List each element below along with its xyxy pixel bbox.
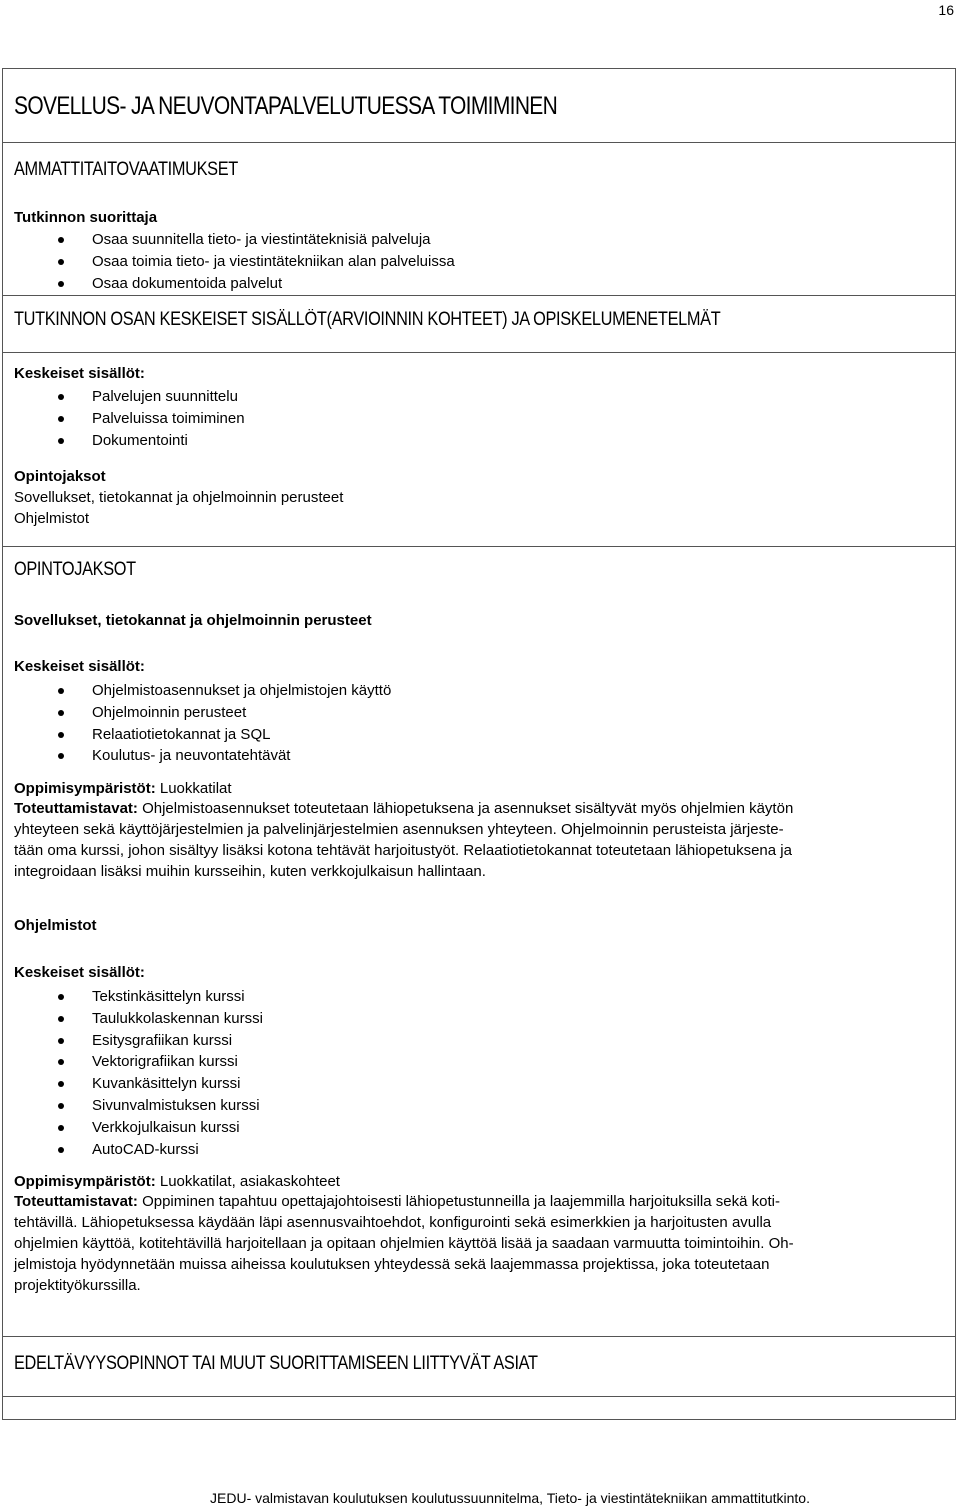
bullet-icon: [58, 394, 64, 400]
page-footer: JEDU- valmistavan koulutuksen koulutussuunnitelma, Tieto- ja viestintätekniikan ammattitutkinto.: [210, 1490, 810, 1506]
edeltavyys-content: [3, 1397, 955, 1419]
bullet-icon: [58, 688, 64, 694]
divider: [3, 295, 955, 296]
bullet-icon: [58, 416, 64, 422]
jakso1-list: [14, 680, 914, 767]
list-item: Tekstinkäsittelyn kurssi: [14, 986, 914, 1008]
list-item: Kuvankäsittelyn kurssi: [14, 1073, 914, 1095]
bullet-icon: [58, 732, 64, 738]
list-item: Palveluissa toimiminen: [14, 408, 914, 430]
document-table: [2, 68, 956, 1420]
opintojakso-item: Ohjelmistot: [14, 510, 90, 527]
sisallot-list: [14, 386, 914, 451]
list-item: Sivunvalmistuksen kurssi: [14, 1095, 914, 1117]
opintojaksot-label: Opintojaksot: [14, 468, 106, 485]
opintojaksot-section: [3, 547, 955, 1337]
edeltavyys-heading-row: [3, 1337, 955, 1397]
list-item: Osaa dokumentoida palvelut: [14, 273, 914, 295]
list-item: Dokumentointi: [14, 430, 914, 452]
bullet-icon: [58, 710, 64, 716]
list-item: Palvelujen suunnittelu: [14, 386, 914, 408]
bullet-icon: [58, 438, 64, 444]
page-title: SOVELLUS- JA NEUVONTAPALVELUTUESSA TOIMIMINEN: [14, 92, 558, 120]
title-row: [3, 69, 955, 143]
jakso2-list: [14, 986, 914, 1160]
bullet-icon: [58, 1103, 64, 1109]
bullet-icon: [58, 994, 64, 1000]
sisallot-heading: TUTKINNON OSAN KESKEISET SISÄLLÖT(ARVIOINNIN KOHTEET) JA OPISKELUMENETELMÄT: [14, 309, 721, 330]
list-item: Osaa toimia tieto- ja viestintätekniikan alan palveluissa: [14, 251, 914, 273]
jakso1-title: Sovellukset, tietokannat ja ohjelmoinnin perusteet: [14, 612, 372, 629]
jakso1-env: Oppimisympäristöt: Luokkatilat: [14, 780, 232, 797]
sisallot-label: Keskeiset sisällöt:: [14, 365, 145, 382]
page-number: 16: [938, 2, 954, 18]
jakso2-env: Oppimisympäristöt: Luokkatilat, asiakaskohteet: [14, 1173, 340, 1190]
list-item: Ohjelmistoasennukset ja ohjelmistojen käyttö: [14, 680, 914, 702]
list-item: Esitysgrafiikan kurssi: [14, 1030, 914, 1052]
ammattitaito-list: [14, 229, 914, 294]
jakso2-title: Ohjelmistot: [14, 917, 97, 934]
bullet-icon: [58, 1147, 64, 1153]
bullet-icon: [58, 1081, 64, 1087]
bullet-icon: [58, 259, 64, 265]
list-item: AutoCAD-kurssi: [14, 1139, 914, 1161]
opintojakso-item: Sovellukset, tietokannat ja ohjelmoinnin perusteet: [14, 489, 344, 506]
edeltavyys-heading: EDELTÄVYYSOPINNOT TAI MUUT SUORITTAMISEEN LIITTYVÄT ASIAT: [14, 1353, 538, 1374]
list-item: Koulutus- ja neuvontatehtävät: [14, 745, 914, 767]
list-item: Taulukkolaskennan kurssi: [14, 1008, 914, 1030]
ammattitaito-section: [3, 143, 955, 353]
jakso2-label: Keskeiset sisällöt:: [14, 964, 145, 981]
opintojaksot-heading: OPINTOJAKSOT: [14, 559, 136, 580]
jakso1-label: Keskeiset sisällöt:: [14, 658, 145, 675]
bullet-icon: [58, 1038, 64, 1044]
bullet-icon: [58, 281, 64, 287]
bullet-icon: [58, 1059, 64, 1065]
bullet-icon: [58, 753, 64, 759]
list-item: Osaa suunnitella tieto- ja viestintäteknisiä palveluja: [14, 229, 914, 251]
bullet-icon: [58, 1016, 64, 1022]
jakso1-impl: Toteuttamistavat: Ohjelmistoasennukset toteutetaan lähiopetuksena ja asennukset sisältyvät myös ohjelmien käytön yhteyteen sekä käyttöjärjestelmien ja palvelinjärjestelmien asennuksen yhteyteen. Ohjelmoinnin perusteista järjeste- tään oma kurssi, johon sisältyy lisäksi kotona tehtävät harjoitustyöt. Relaatiotietokannat toteutetaan lähiopetuksena ja integroidaan lisäksi muihin kursseihin, kuten verkkojulkaisun hallintaan.: [14, 800, 794, 880]
list-item: Verkkojulkaisun kurssi: [14, 1117, 914, 1139]
list-item: Ohjelmoinnin perusteet: [14, 702, 914, 724]
sisallot-section: [3, 353, 955, 547]
ammattitaito-subheading: Tutkinnon suorittaja: [14, 209, 158, 226]
jakso2-impl: Toteuttamistavat: Oppiminen tapahtuu opettajajohtoisesti lähiopetustunneilla ja laajemmilla harjoituksilla sekä koti- tehtävillä. Lähiopetuksessa käydään läpi asennusvaihtoehdot, konfigurointi sekä esimerkkien ja harjoitusten avulla ohjelmien käyttöä, kotitehtävillä harjoitellaan ja opitaan ohjelmien käyttöä lisää ja saadaan varmuutta toimintoihin. Oh- jelmistoja hyödynnetään muissa aiheissa koulutuksen yhteydessä sekä laajemmassa projektissa, joka toteutetaan projektityökurssilla.: [14, 1193, 794, 1294]
list-item: Vektorigrafiikan kurssi: [14, 1051, 914, 1073]
bullet-icon: [58, 1125, 64, 1131]
ammattitaito-heading: AMMATTITAITOVAATIMUKSET: [14, 159, 238, 180]
bullet-icon: [58, 237, 64, 243]
list-item: Relaatiotietokannat ja SQL: [14, 724, 914, 746]
